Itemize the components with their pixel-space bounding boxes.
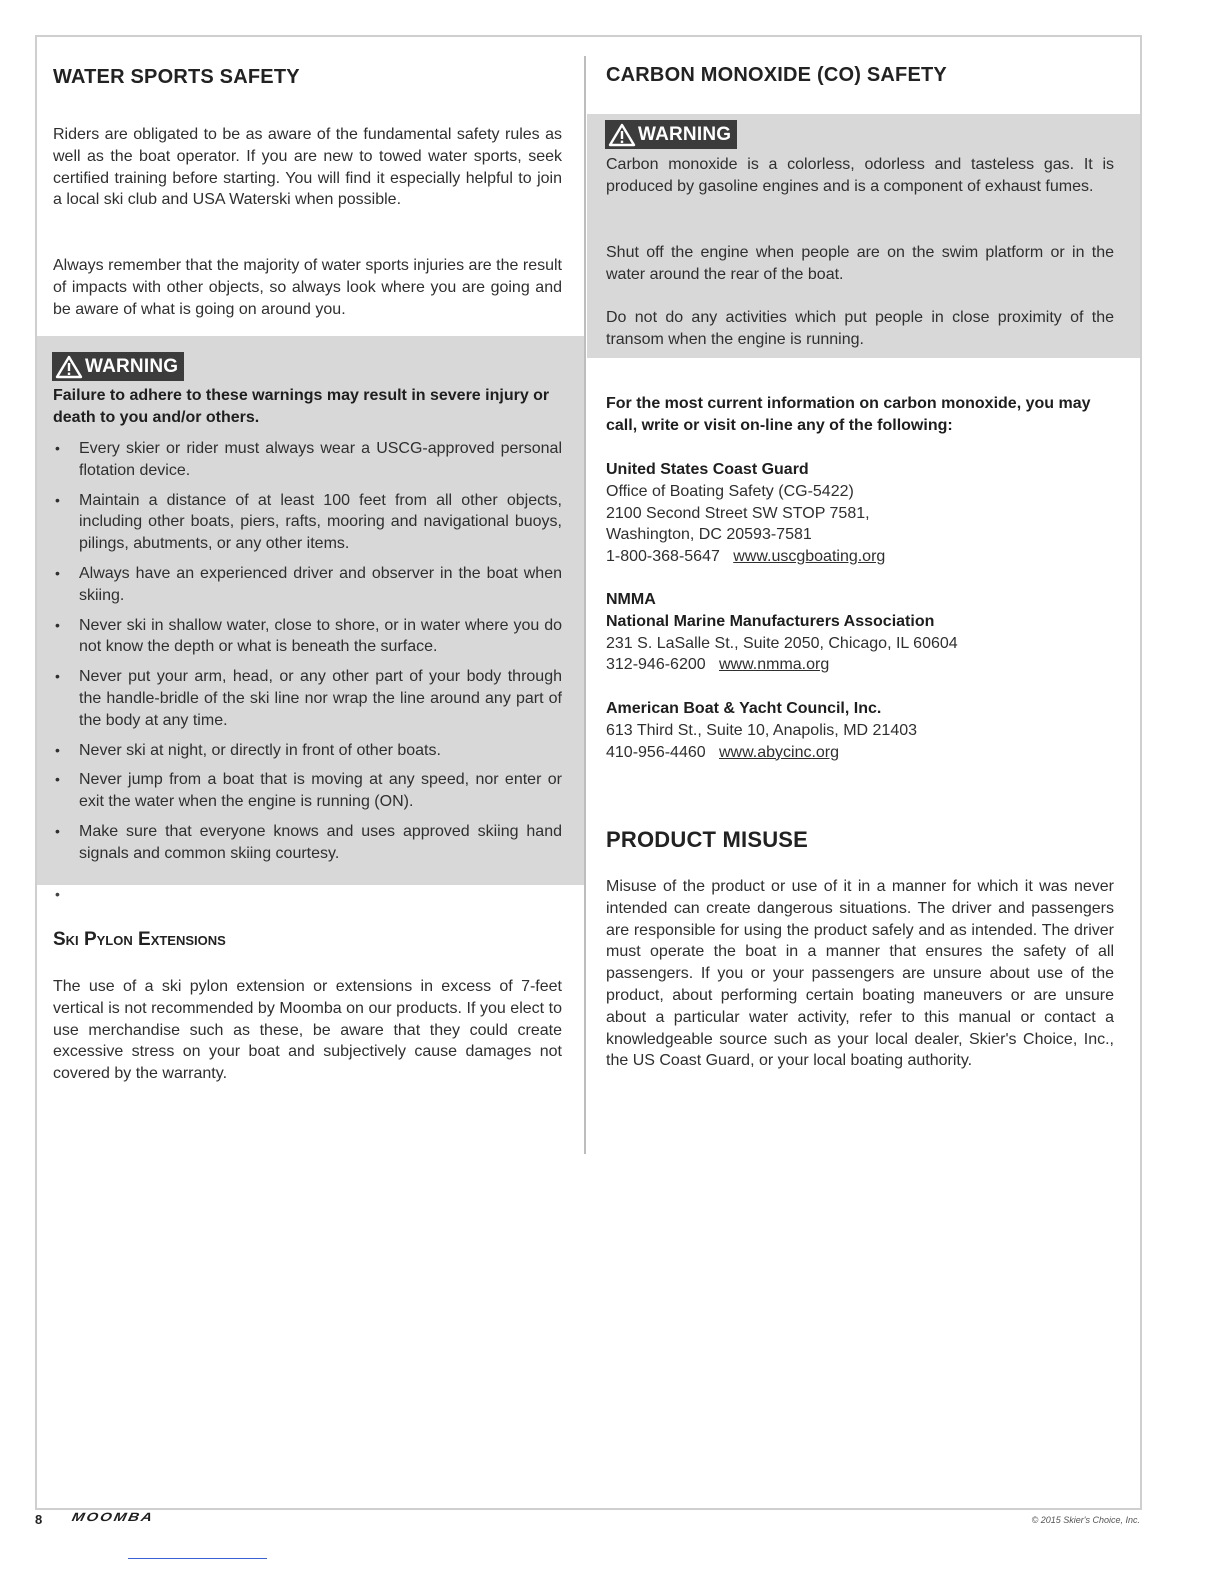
nmma-website-link[interactable]: www.nmma.org <box>718 656 830 674</box>
stray-bullet: • <box>55 886 60 902</box>
co-info-lead: For the most current information on carbon monoxide, you may call, write or visit on-line any of the following: <box>606 395 1091 434</box>
water-sports-heading: WATER SPORTS SAFETY <box>53 66 300 88</box>
warning-bullet-item: • Never put your arm, head, or any other part of your body through the handle-bridle of the ski line nor wrap the line around any part of the body at any time. <box>53 666 562 731</box>
co-safety-heading: CARBON MONOXIDE (CO) SAFETY <box>606 64 947 86</box>
warning-bullet-item: • Make sure that everyone knows and uses approved skiing hand signals and common skiing courtesy. <box>53 821 562 865</box>
nmma-phone: 312-946-6200 <box>606 656 706 674</box>
warning-bullet-item: • Maintain a distance of at least 100 feet from all other objects, including other boats, piers, rafts, mooring and navigational buoys, pilings, abutments, or any other items. <box>53 490 562 555</box>
uscg-phone: 1-800-368-5647 <box>606 548 720 566</box>
warning-triangle-icon <box>55 355 83 379</box>
warning-badge-label: WARNING <box>638 123 732 145</box>
abyc-contact-block <box>606 698 1114 763</box>
warning-bullet-item: • Always have an experienced driver and observer in the boat when skiing. <box>53 563 562 607</box>
co-paragraph-2: Shut off the engine when people are on the swim platform or in the water around the rear of the boat. <box>606 244 1114 283</box>
nmma-address: 231 S. LaSalle St., Suite 2050, Chicago, IL 60604 <box>606 634 958 652</box>
uscg-name: United States Coast Guard <box>606 461 809 478</box>
uscg-street: 2100 Second Street SW STOP 7581, <box>606 504 870 522</box>
blue-underline-artifact <box>128 1558 267 1559</box>
uscg-office: Office of Boating Safety (CG-5422) <box>606 482 854 500</box>
product-misuse-heading: PRODUCT MISUSE <box>606 827 809 852</box>
moomba-logo: MOOMBA <box>70 1510 156 1525</box>
copyright-text: © 2015 Skier's Choice, Inc. <box>1031 1515 1140 1525</box>
uscg-contact-block <box>606 459 1114 568</box>
co-paragraph-1: Carbon monoxide is a colorless, odorless and tasteless gas. It is produced by gasoline engines and is a component of exhaust fumes. <box>606 156 1114 195</box>
page-number: 8 <box>35 1512 43 1527</box>
abyc-phone-line <box>606 742 1114 764</box>
warning-bullet-list <box>53 438 562 873</box>
abyc-website-link[interactable]: www.abycinc.org <box>718 743 840 761</box>
warning-triangle-icon <box>608 123 636 147</box>
water-sports-paragraph-1: Riders are obligated to be as aware of the fundamental safety rules as well as the boat operator. If you are new to towed water sports, seek certified training before starting. You will find it especially helpful to join a local ski club and USA Waterski when possible. <box>53 126 562 209</box>
water-sports-paragraph-2: Always remember that the majority of water sports injuries are the result of impacts with other objects, so always look where you are going and be aware of what is going on around you. <box>53 257 562 318</box>
warning-lead-text: Failure to adhere to these warnings may result in severe injury or death to you and/or others. <box>53 387 550 426</box>
warning-badge-label: WARNING <box>85 355 179 377</box>
warning-bullet-item: • Never jump from a boat that is moving at any speed, nor enter or exit the water when the engine is running (ON). <box>53 769 562 813</box>
uscg-city: Washington, DC 20593-7581 <box>606 526 812 544</box>
uscg-phone-line <box>606 546 1114 568</box>
nmma-abbr: NMMA <box>606 591 656 608</box>
abyc-name: American Boat & Yacht Council, Inc. <box>606 700 882 717</box>
ski-pylon-paragraph: The use of a ski pylon extension or extensions in excess of 7-feet vertical is not recommended by Moomba on our products. If you elect to use merchandise such as these, be aware that they could create excessive stress on your boat and subjectively cause damages not covered by the warranty. <box>53 978 562 1083</box>
warning-badge-left <box>52 352 184 381</box>
column-divider <box>584 56 586 1154</box>
nmma-name: National Marine Manufacturers Association <box>606 612 935 630</box>
warning-badge-right <box>605 120 737 149</box>
abyc-phone: 410-956-4460 <box>606 743 706 761</box>
warning-bullet-item: • Never ski at night, or directly in front of other boats. <box>53 740 562 762</box>
warning-bullet-item: • Every skier or rider must always wear a USCG-approved personal flotation device. <box>53 438 562 482</box>
nmma-contact-block <box>606 589 1114 676</box>
nmma-phone-line <box>606 654 1114 676</box>
abyc-address: 613 Third St., Suite 10, Anapolis, MD 21403 <box>606 721 918 739</box>
ski-pylon-heading: Ski Pylon Extensions <box>53 929 226 950</box>
warning-bullet-item: • Never ski in shallow water, close to shore, or in water where you do not know the depth or what is beneath the surface. <box>53 615 562 659</box>
co-paragraph-3: Do not do any activities which put people in close proximity of the transom when the engine is running. <box>606 309 1114 348</box>
uscg-website-link[interactable]: www.uscgboating.org <box>733 548 886 566</box>
product-misuse-paragraph: Misuse of the product or use of it in a manner for which it was never intended can create dangerous situations. The driver and passengers are responsible for using the product safely and as intended. The driver must operate the boat in a manner that ensures the safety of all passengers. If you or your passengers are unsure about use of the product, about performing certain boating maneuvers or are unsure about a particular water activity, refer to this manual or contact a knowledgeable source such as your local dealer, Skier's Choice, Inc., the US Coast Guard, or your local boating authority. <box>606 878 1114 1070</box>
